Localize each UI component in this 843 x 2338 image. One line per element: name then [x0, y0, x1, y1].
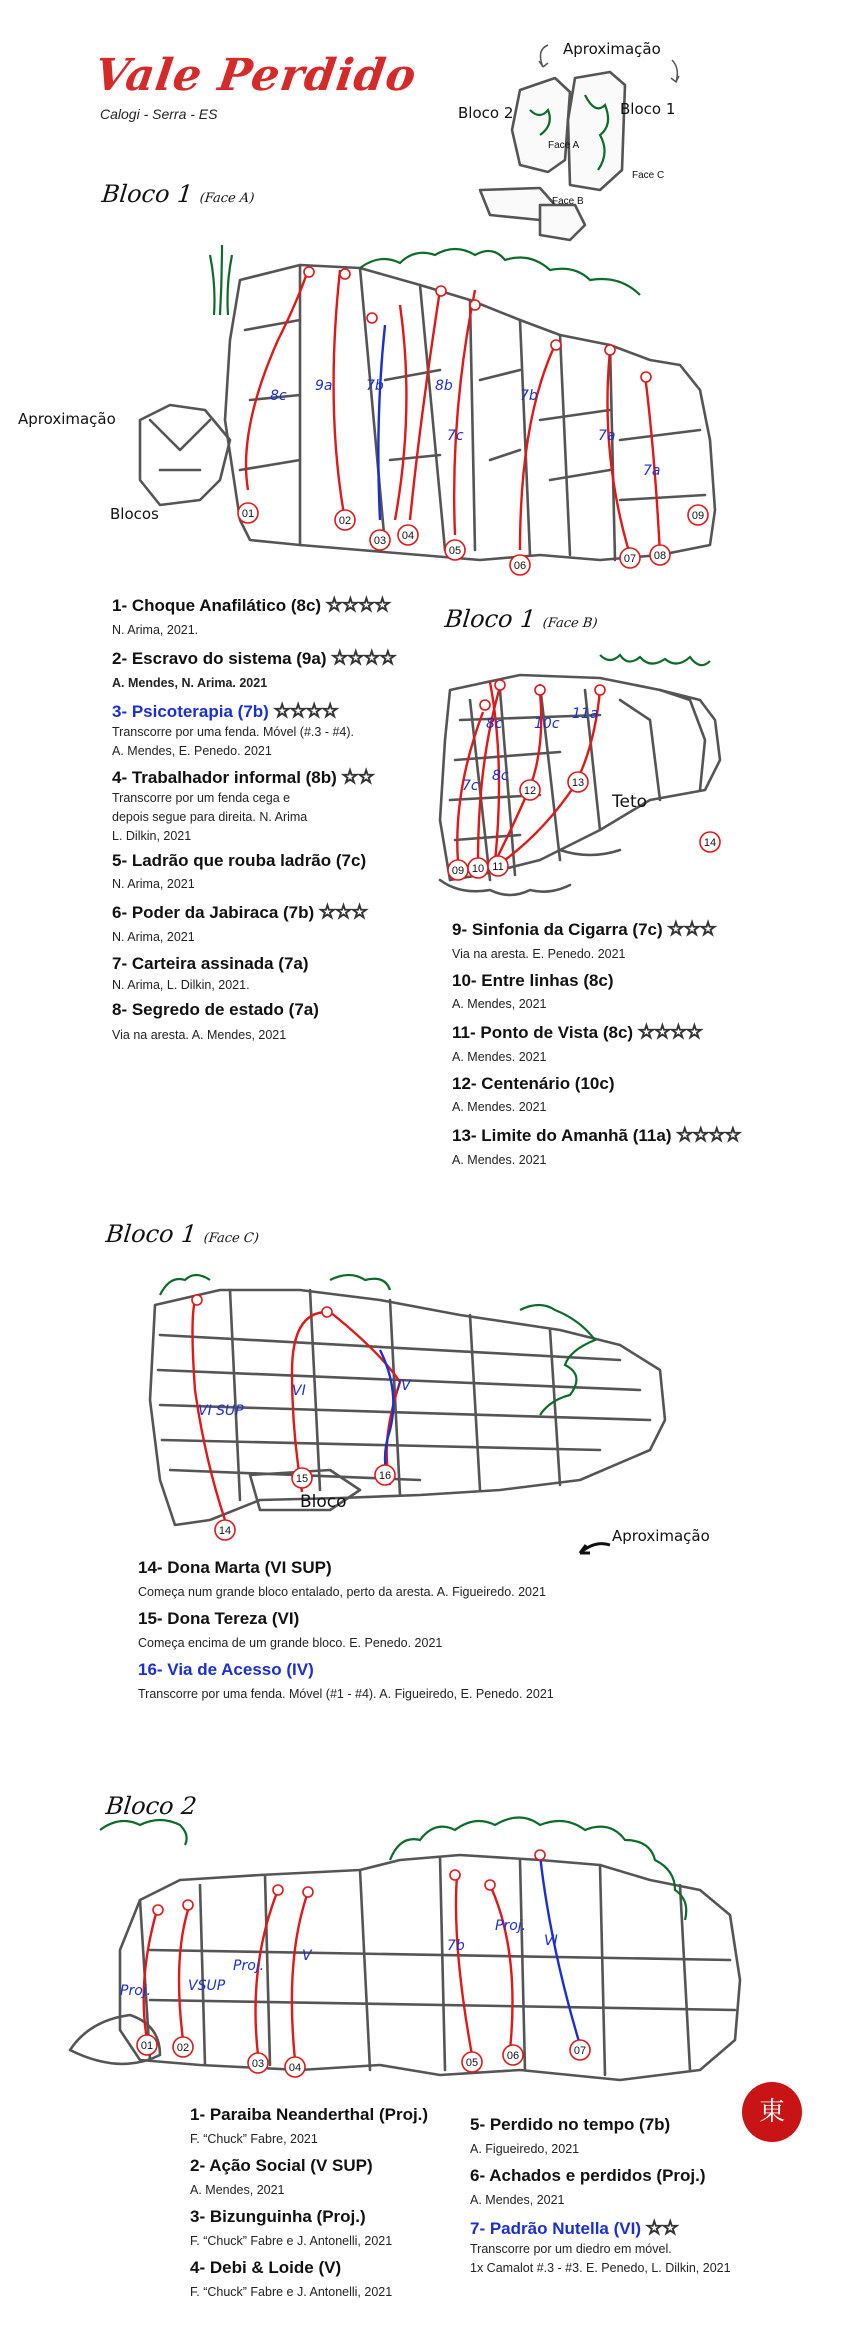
svg-text:16: 16: [378, 1470, 392, 1482]
svg-text:04: 04: [288, 2062, 302, 2074]
svg-text:05: 05: [465, 2057, 479, 2069]
overview-map: [480, 45, 679, 240]
svg-text:Proj.: Proj.: [495, 1918, 527, 1934]
grade-a-1: 8c: [270, 388, 287, 404]
page-title: Vale Perdido: [91, 50, 420, 101]
svg-text:7a: 7a: [598, 428, 616, 444]
topo-face-b: [440, 655, 720, 895]
map-bloco2-label: Bloco 2: [458, 104, 514, 122]
svg-text:03: 03: [251, 2058, 265, 2070]
svg-text:10c: 10c: [534, 716, 560, 732]
topo-a-blocks: Blocos: [110, 505, 159, 523]
topo-face-a: [140, 245, 715, 575]
svg-text:V: V: [302, 1948, 312, 1964]
svg-text:VSUP: VSUP: [188, 1978, 226, 1994]
svg-text:01: 01: [140, 2040, 154, 2052]
svg-text:09: 09: [451, 865, 465, 877]
svg-text:8b: 8b: [435, 378, 453, 394]
red-seal-stamp: 東: [742, 2082, 802, 2142]
svg-text:15: 15: [295, 1473, 309, 1485]
map-faceb-label: Face B: [552, 196, 584, 207]
svg-text:12: 12: [523, 785, 537, 797]
page-subtitle: Calogi - Serra - ES: [100, 106, 218, 122]
svg-text:Proj.: Proj.: [120, 1983, 152, 1999]
svg-text:05: 05: [448, 545, 462, 557]
svg-text:02: 02: [338, 515, 352, 527]
svg-text:7b: 7b: [447, 1938, 465, 1954]
section-d-title: Bloco 2: [104, 1792, 199, 1820]
svg-text:08: 08: [653, 550, 667, 562]
svg-text:09: 09: [691, 510, 705, 522]
map-approach-label: Aproximação: [563, 40, 661, 58]
svg-text:07: 07: [623, 553, 637, 565]
topo-a-approach: Aproximação: [18, 410, 116, 428]
routes-a-list: 1- Choque Anafilático (8c) ☆☆☆☆ N. Arima, 2021. 2- Escravo do sistema (9a) ☆☆☆☆ A. Mendes, N. Arima. 2021 3- Psicoterapia (7b) ☆☆☆☆ Transcorre por uma fenda. Móvel (#.3 - #4). A. Mendes, E. Penedo. 2021 4- Trabalhador informal (8b) ☆☆ Transcorre por um fenda cega e depois segue para direita. N. Arima L. Dilkin, 2021 5- Ladrão que rouba ladrão (7c) N. Arima, 2021 6- Poder da Jabiraca (7b) ☆☆☆ N. Arima, 2021 7- Carteira assinada (7a) N. Arima, L. Dilkin, 2021. 8- Segredo de estado (7a) Via na aresta. A. Mendes, 2021: [112, 595, 396, 1042]
svg-text:07: 07: [573, 2045, 587, 2057]
section-c-title: Bloco 1 (Face C): [104, 1220, 260, 1248]
routes-c-list: 14- Dona Marta (VI SUP) Começa num grande bloco entalado, perto da aresta. A. Figueiredo. 2021 15- Dona Tereza (VI) Começa encima de um grande bloco. E. Penedo. 2021 16- Via de Acesso (IV) Transcorre por uma fenda. Móvel (#1 - #4). A. Figueiredo, E. Penedo. 2021: [138, 1558, 554, 1701]
svg-text:01: 01: [241, 508, 255, 520]
svg-text:7c: 7c: [447, 428, 464, 444]
svg-text:7b: 7b: [366, 378, 384, 394]
svg-text:04: 04: [401, 530, 415, 542]
svg-text:06: 06: [513, 560, 527, 572]
routes-d-list-right: 5- Perdido no tempo (7b) A. Figueiredo, 2021 6- Achados e perdidos (Proj.) A. Mendes, 2021 7- Padrão Nutella (VI) ☆☆ Transcorre por um diedro em móvel. 1x Camalot #.3 - #3. E. Penedo, L. Dilkin, 2021: [470, 2115, 731, 2275]
svg-text:VI SUP: VI SUP: [198, 1403, 244, 1419]
section-a-title: Bloco 1 (Face A): [100, 180, 256, 208]
map-facea-label: Face A: [548, 140, 580, 151]
topo-c-block: Bloco: [300, 1492, 347, 1512]
svg-text:Proj.: Proj.: [233, 1958, 265, 1974]
svg-text:11a: 11a: [572, 706, 599, 722]
map-bloco1-label: Bloco 1: [620, 100, 676, 118]
svg-text:14: 14: [703, 837, 717, 849]
svg-text:7c: 7c: [462, 778, 479, 794]
svg-text:14: 14: [218, 1525, 232, 1537]
svg-text:9a: 9a: [315, 378, 333, 394]
topo-bloco-2: [70, 1818, 740, 2081]
svg-text:8c: 8c: [492, 768, 509, 784]
svg-text:7b: 7b: [520, 388, 538, 404]
map-facec-label: Face C: [632, 170, 665, 181]
svg-text:8c: 8c: [486, 716, 503, 732]
svg-text:10: 10: [471, 863, 485, 875]
topo-face-c: [150, 1275, 665, 1553]
routes-b-list: 9- Sinfonia da Cigarra (7c) ☆☆☆ Via na aresta. E. Penedo. 2021 10- Entre linhas (8c) A. Mendes, 2021 11- Ponto de Vista (8c) ☆☆☆☆ A. Mendes. 2021 12- Centenário (10c) A. Mendes. 2021 13- Limite do Amanhã (11a) ☆☆☆☆ A. Mendes. 2021: [452, 919, 741, 1167]
svg-text:VI: VI: [544, 1933, 558, 1949]
topo-c-approach: Aproximação: [612, 1527, 710, 1545]
svg-text:02: 02: [176, 2042, 190, 2054]
route-a-1: 1- Choque Anafilático (8c) ☆☆☆☆: [112, 595, 390, 616]
svg-text:03: 03: [373, 535, 387, 547]
svg-text:06: 06: [506, 2050, 520, 2062]
svg-text:11: 11: [492, 861, 504, 873]
svg-text:13: 13: [571, 777, 585, 789]
topo-b-roof: Teto: [612, 792, 648, 812]
svg-text:7a: 7a: [643, 463, 661, 479]
section-b-title: Bloco 1 (Face B): [443, 605, 599, 633]
svg-text:VI: VI: [292, 1383, 306, 1399]
routes-d-list-left: 1- Paraiba Neanderthal (Proj.) F. “Chuck” Fabre, 2021 2- Ação Social (V SUP) A. Mendes, 2021 3- Bizunguinha (Proj.) F. “Chuck” Fabre e J. Antonelli, 2021 4- Debi & Loide (V) F. “Chuck” Fabre e J. Antonelli, 2021: [190, 2105, 429, 2299]
svg-text:IV: IV: [397, 1378, 411, 1394]
